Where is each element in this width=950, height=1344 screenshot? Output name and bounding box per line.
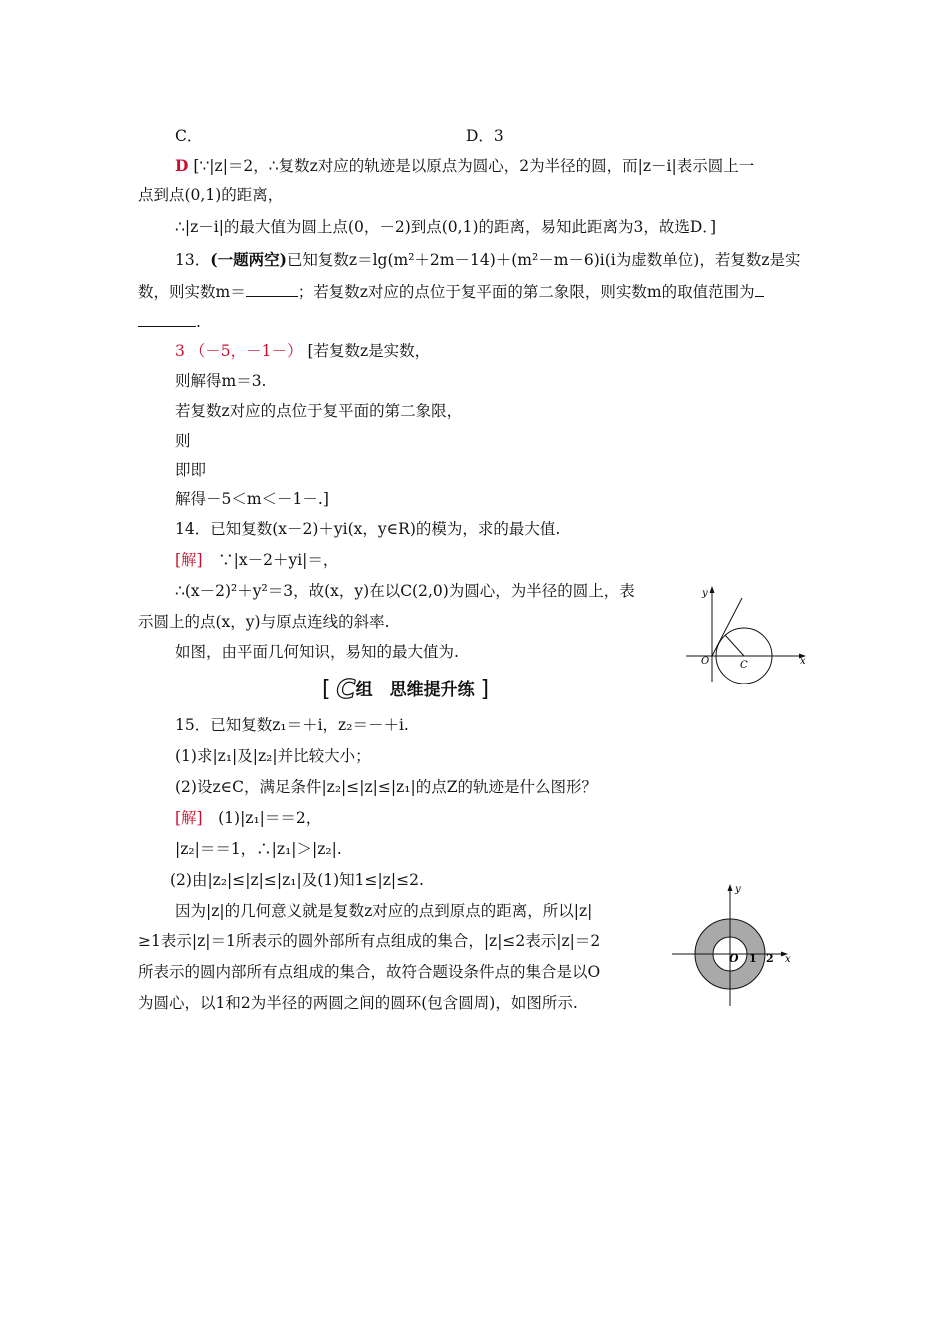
fig1-x-label: x (800, 656, 806, 667)
blank-1 (246, 281, 298, 297)
option-c: C． (175, 127, 203, 145)
fig1-c-label: C (740, 660, 748, 671)
answer-12-text: [∵|z|＝2，∴复数z对应的轨迹是以原点为圆心，2为半径的圆，而|z－i|表示圆上一 (193, 157, 755, 175)
answer-13-l3: 若复数z对应的点位于复平面的第二象限， (175, 402, 463, 420)
q13-tag: (一题两空) (210, 250, 287, 269)
q13-line2-b: ；若复数z对应的点位于复平面的第二象限，则实数m的取值范围为 (297, 283, 755, 301)
answer-13-values: 3 （－5，－1－） (175, 342, 303, 360)
answer-15-l2: |z₂|＝＝1，∴|z₁|＞|z₂|. (175, 840, 342, 858)
solution-tag-15: [解] (175, 809, 203, 827)
banner-c-letter: C (336, 675, 356, 705)
question-15: 15．已知复数z₁＝＋i，z₂＝－＋i. (175, 716, 409, 734)
fig1-origin-label: O (701, 656, 710, 667)
answer-15-l5: ≥1表示|z|＝1所表示的圆外部所有点组成的集合，|z|≤2表示|z|＝2 (138, 932, 601, 950)
question-13-line2 (138, 281, 764, 302)
answer-12 (175, 156, 754, 176)
answer-15-l4: 因为|z|的几何意义就是复数z对应的点到原点的距离，所以|z| (175, 902, 593, 920)
answer-13-l2: 则解得m＝3. (175, 372, 267, 390)
circle-figure (684, 582, 814, 684)
solution-tag: [解] (175, 551, 203, 569)
answer-13 (175, 341, 430, 361)
y-axis-arrow-2 (728, 884, 733, 891)
answer-14-l4: 如图，由平面几何知识，易知的最大值为. (175, 643, 459, 661)
fig2-x-label: x (785, 954, 791, 965)
radius-line (725, 635, 744, 656)
q13-line3-end: . (196, 313, 201, 331)
answer-13-l4: 则 (175, 432, 191, 450)
question-15-part2: (2)设z∈C，满足条件|z₂|≤|z|≤|z₁|的点Z的轨迹是什么图形？ (175, 778, 597, 796)
answer-15-l1 (175, 808, 321, 828)
blank-2-start (755, 281, 764, 297)
answer-letter: D (175, 156, 189, 175)
answer-15-l3: (2)由|z₂|≤|z|≤|z₁|及(1)知1≤|z|≤2. (170, 871, 424, 889)
q13-number: 13． (175, 251, 211, 269)
answer-13-l6: 解得－5＜m＜－1－.] (175, 490, 329, 508)
question-13 (175, 250, 800, 270)
q13-line2-a: 数，则实数m＝ (138, 283, 246, 301)
fig2-origin-label: O (729, 952, 739, 965)
answer-12-line3: ∴|z－i|的最大值为圆上点(0，－2)到点(0,1)的距离，易知此距离为3，故选D．] (175, 218, 717, 236)
banner-close-bracket: ] (480, 677, 490, 702)
answer-15-l1-text: (1)|z₁|＝＝2， (218, 809, 322, 827)
y-axis-arrow (710, 586, 715, 593)
question-14: 14．已知复数(x－2)＋yi(x，y∈R)的模为，求的最大值. (175, 520, 561, 538)
q13-text: 已知复数z＝lg(m²＋2m－14)＋(m²－m－6)i(i为虚数单位)，若复数z是实 (286, 251, 801, 269)
answer-13-text: [若复数z是实数， (307, 342, 431, 360)
answer-15-l6: 所表示的圆内部所有点组成的集合，故符合题设条件点的集合是以O (138, 963, 601, 981)
answer-14-l1 (175, 550, 338, 570)
tangent-line (712, 598, 742, 656)
banner-open-bracket: [ (322, 677, 331, 702)
answer-13-l5: 即即 (175, 461, 207, 479)
question-13-line3 (138, 311, 201, 332)
answer-14-l2: ∴(x－2)²＋y²＝3，故(x，y)在以C(2,0)为圆心，为半径的圆上，表 (175, 582, 635, 600)
fig2-two-label: 2 (766, 952, 774, 965)
answer-15-l7: 为圆心，以1和2为半径的两圆之间的圆环(包含圆周)，如图所示. (138, 994, 578, 1012)
option-d: D．3 (466, 127, 504, 145)
blank-2-end (138, 311, 196, 327)
fig1-y-label: y (702, 588, 708, 599)
fig2-one-label: 1 (749, 952, 757, 965)
ring-figure (668, 880, 798, 1010)
fig2-y-label: y (735, 884, 741, 895)
question-15-part1: (1)求|z₁|及|z₂|并比较大小； (175, 747, 371, 765)
answer-14-l3: 示圆上的点(x，y)与原点连线的斜率. (138, 613, 390, 631)
section-c-banner (322, 675, 518, 705)
answer-12-line2: 点到点(0,1)的距离， (138, 186, 284, 204)
banner-label: 组 思维提升练 (355, 680, 475, 700)
answer-14-l1-text: ∵|x－2＋yi|＝， (218, 551, 339, 569)
